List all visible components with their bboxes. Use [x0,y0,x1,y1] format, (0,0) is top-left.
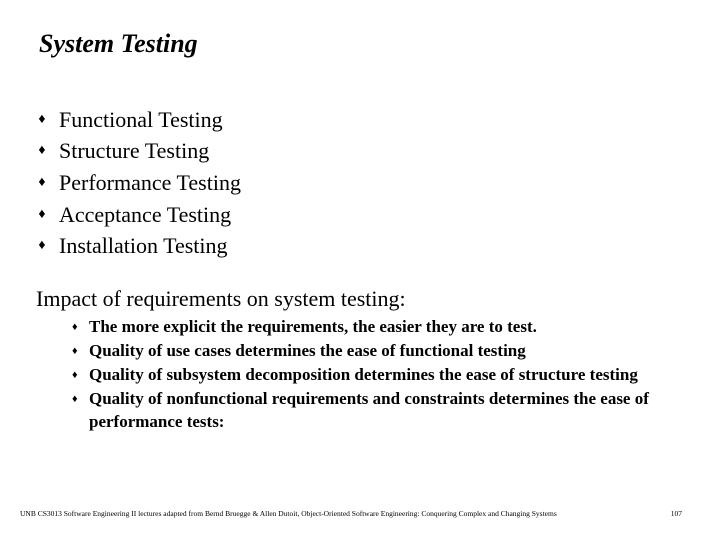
list-item [37,104,241,136]
diamond-icon: ♦ [38,111,46,127]
list-item-label: Acceptance Testing [59,201,232,227]
list-item-label: Performance Testing [59,169,241,195]
impact-heading: Impact of requirements on system testing: [36,286,406,311]
testing-types-list [37,104,241,262]
small-diamond-icon: ♦ [72,321,78,333]
small-diamond-icon: ♦ [72,393,78,405]
list-item-label: Quality of use cases determines the ease of functional testing [89,341,526,360]
list-item [72,364,672,387]
small-diamond-icon: ♦ [72,345,78,357]
list-item [72,388,672,433]
list-item [72,316,672,339]
list-item [37,230,241,262]
list-item-label: The more explicit the requirements, the easier they are to test. [89,317,537,336]
list-item-label: Functional Testing [59,106,223,132]
list-item [37,167,241,199]
diamond-icon: ♦ [38,238,46,254]
diamond-icon: ♦ [38,143,46,159]
list-item [37,136,241,168]
list-item-label: Quality of nonfunctional requirements and constraints determines the ease of performance tests: [89,389,649,431]
small-diamond-icon: ♦ [72,369,78,381]
list-item-label: Quality of subsystem decomposition determines the ease of structure testing [89,365,638,384]
impact-list [72,316,672,435]
page-number: 107 [670,509,682,518]
footer-credit: UNB CS3013 Software Engineering II lectures adapted from Bernd Bruegge & Allen Dutoit, Object-Oriented Software Engineering: Conquering Complex and Changing Systems [20,509,557,518]
list-item [72,340,672,363]
slide-title: System Testing [39,29,198,58]
list-item [37,199,241,231]
list-item-label: Structure Testing [59,138,210,164]
list-item-label: Installation Testing [59,233,228,259]
diamond-icon: ♦ [38,174,46,190]
diamond-icon: ♦ [38,206,46,222]
